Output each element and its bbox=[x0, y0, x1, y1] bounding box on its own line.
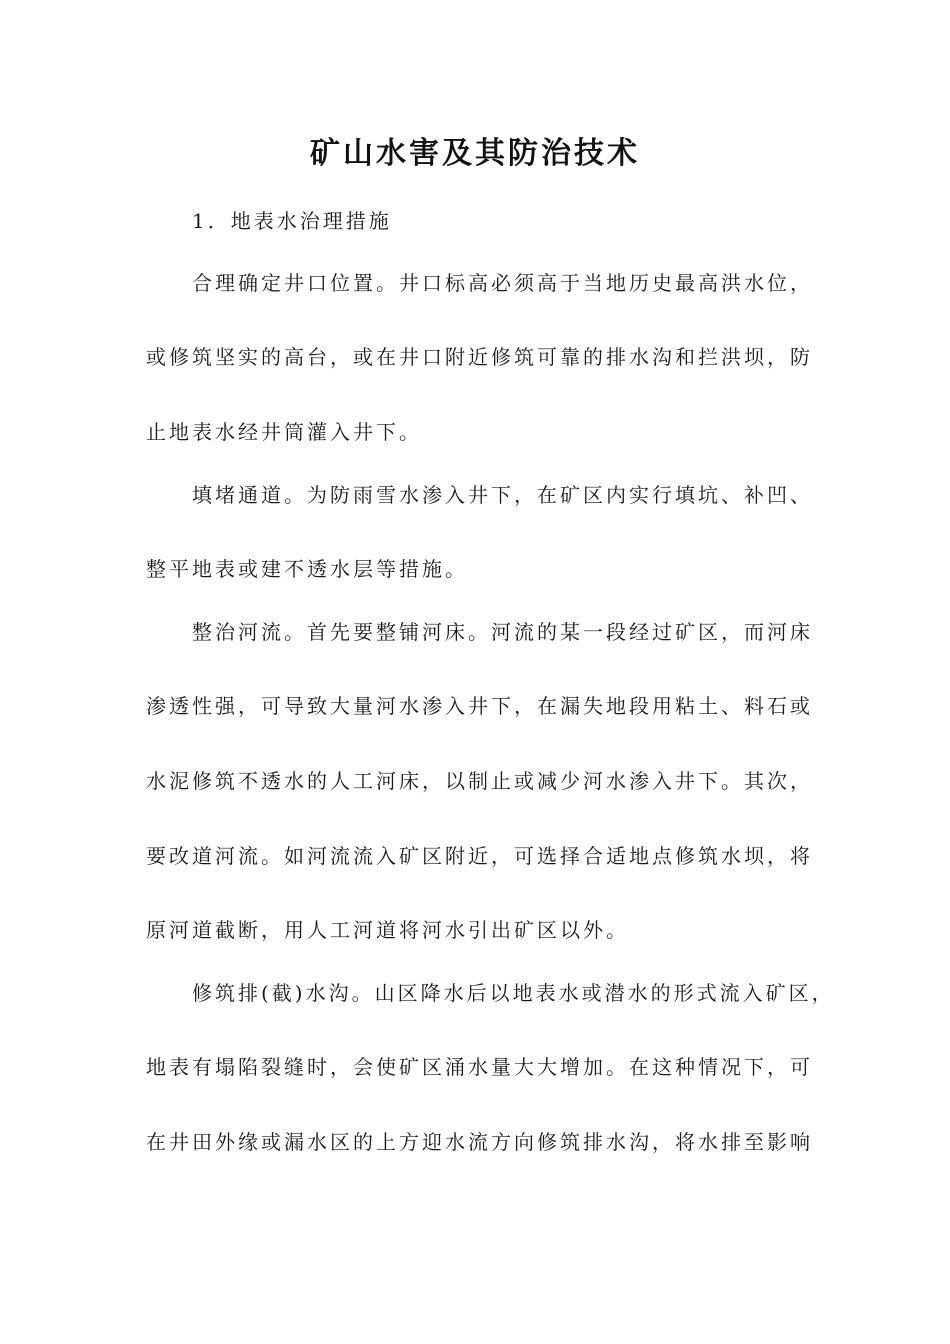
paragraph-line: 整平地表或建不透水层等措施。 bbox=[146, 557, 468, 581]
paragraph-line: 修筑排(截)水沟。山区降水后以地表水或潜水的形式流入矿区， bbox=[192, 981, 835, 1005]
paragraph-line: 在井田外缘或漏水区的上方迎水流方向修筑排水沟，将水排至影响 bbox=[146, 1130, 813, 1154]
paragraph-line: 原河道截断，用人工河道将河水引出矿区以外。 bbox=[146, 918, 629, 942]
paragraph-line: 水泥修筑不透水的人工河床，以制止或减少河水渗入井下。其次， bbox=[146, 769, 813, 793]
paragraph-line: 或修筑坚实的高台，或在井口附近修筑可靠的排水沟和拦洪坝，防 bbox=[146, 345, 813, 369]
paragraph-line: 渗透性强，可导致大量河水渗入井下，在漏失地段用粘土、料石或 bbox=[146, 694, 813, 718]
section-heading: 1．地表水治理措施 bbox=[192, 209, 392, 233]
paragraph-line: 止地表水经井筒灌入井下。 bbox=[146, 420, 422, 444]
paragraph-line: 地表有塌陷裂缝时，会使矿区涌水量大大增加。在这种情况下，可 bbox=[146, 1055, 813, 1079]
paragraph-line: 合理确定井口位置。井口标高必须高于当地历史最高洪水位， bbox=[192, 271, 813, 295]
paragraph-line: 整治河流。首先要整铺河床。河流的某一段经过矿区，而河床 bbox=[192, 620, 813, 644]
paragraph-line: 要改道河流。如河流流入矿区附近，可选择合适地点修筑水坝，将 bbox=[146, 844, 813, 868]
document-title: 矿山水害及其防治技术 bbox=[310, 136, 640, 171]
paragraph-line: 填堵通道。为防雨雪水渗入井下，在矿区内实行填坑、补凹、 bbox=[192, 483, 813, 507]
